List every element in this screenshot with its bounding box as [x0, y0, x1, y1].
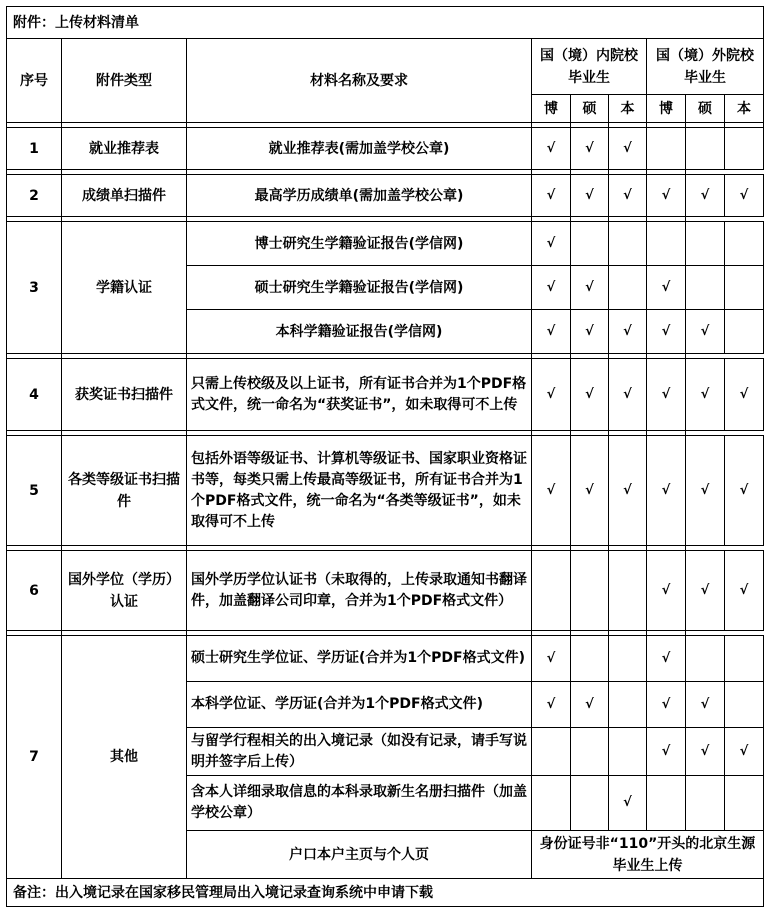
empty-cell: [725, 222, 764, 266]
row-seq: 3: [7, 222, 62, 354]
row-requirement: 与留学行程相关的出入境记录（如没有记录，请手写说明并签字后上传）: [187, 728, 532, 776]
check-mark: √: [571, 266, 609, 310]
row-attachment-type: 国外学位（学历）认证: [62, 551, 187, 631]
empty-cell: [686, 222, 725, 266]
row-seq: 6: [7, 551, 62, 631]
header-domestic-phd: 博: [532, 95, 571, 123]
row-attachment-type: 其他: [62, 636, 187, 879]
table-row: [7, 359, 764, 431]
check-mark: √: [609, 310, 647, 354]
check-mark: √: [609, 776, 647, 831]
check-mark: √: [647, 436, 686, 546]
footnote: 备注：出入境记录在国家移民管理局出入境记录查询系统中申请下载: [7, 879, 764, 907]
table-row: [7, 551, 764, 631]
empty-cell: [725, 682, 764, 728]
empty-cell: [725, 310, 764, 354]
header-foreign-master: 硕: [686, 95, 725, 123]
check-mark: √: [647, 266, 686, 310]
empty-cell: [571, 776, 609, 831]
header-domestic-graduates: 国（境）内院校毕业生: [532, 39, 647, 95]
empty-cell: [571, 551, 609, 631]
check-mark: √: [725, 359, 764, 431]
row-requirement: 国外学历学位认证书（未取得的，上传录取通知书翻译件，加盖翻译公司印章，合并为1个PDF格式文件）: [187, 551, 532, 631]
check-mark: √: [532, 359, 571, 431]
check-mark: √: [571, 359, 609, 431]
table-row: [7, 222, 764, 266]
empty-cell: [609, 551, 647, 631]
empty-cell: [532, 728, 571, 776]
check-mark: √: [532, 175, 571, 217]
check-mark: √: [571, 128, 609, 170]
row-requirement: 硕士研究生学位证、学历证(合并为1个PDF格式文件): [187, 636, 532, 682]
check-mark: √: [725, 551, 764, 631]
empty-cell: [647, 222, 686, 266]
check-mark: √: [647, 551, 686, 631]
empty-cell: [571, 222, 609, 266]
row-requirement: 博士研究生学籍验证报告(学信网): [187, 222, 532, 266]
check-mark: √: [647, 175, 686, 217]
header-attachment-type: 附件类型: [62, 39, 187, 123]
check-mark: √: [532, 266, 571, 310]
row-attachment-type: 各类等级证书扫描件: [62, 436, 187, 546]
table-row: [7, 636, 764, 682]
empty-cell: [609, 636, 647, 682]
hukou-note: 身份证号非“110”开头的北京生源毕业生上传: [532, 831, 764, 879]
row-attachment-type: 获奖证书扫描件: [62, 359, 187, 431]
empty-cell: [725, 128, 764, 170]
row-requirement: 含本人详细录取信息的本科录取新生名册扫描件（加盖学校公章）: [187, 776, 532, 831]
check-mark: √: [686, 359, 725, 431]
row-requirement: 本科学位证、学历证(合并为1个PDF格式文件): [187, 682, 532, 728]
row-attachment-type: 成绩单扫描件: [62, 175, 187, 217]
table-row: [7, 128, 764, 170]
page-title: 附件：上传材料清单: [7, 7, 764, 39]
check-mark: √: [571, 310, 609, 354]
header-requirement: 材料名称及要求: [187, 39, 532, 123]
empty-cell: [609, 266, 647, 310]
check-mark: √: [647, 310, 686, 354]
check-mark: √: [532, 682, 571, 728]
row-seq: 1: [7, 128, 62, 170]
empty-cell: [725, 266, 764, 310]
empty-cell: [609, 222, 647, 266]
row-seq: 4: [7, 359, 62, 431]
check-mark: √: [686, 310, 725, 354]
check-mark: √: [571, 682, 609, 728]
empty-cell: [609, 682, 647, 728]
check-mark: √: [647, 728, 686, 776]
row-requirement: 只需上传校级及以上证书，所有证书合并为1个PDF格式文件，统一命名为“获奖证书”，如未取得可不上传: [187, 359, 532, 431]
row-requirement: 就业推荐表(需加盖学校公章): [187, 128, 532, 170]
empty-cell: [647, 128, 686, 170]
check-mark: √: [686, 682, 725, 728]
header-domestic-master: 硕: [571, 95, 609, 123]
hukou-requirement: 户口本户主页与个人页: [187, 831, 532, 879]
check-mark: √: [686, 551, 725, 631]
check-mark: √: [686, 175, 725, 217]
empty-cell: [609, 728, 647, 776]
check-mark: √: [532, 636, 571, 682]
check-mark: √: [647, 359, 686, 431]
check-mark: √: [686, 436, 725, 546]
header-domestic-bachelor: 本: [609, 95, 647, 123]
row-requirement: 硕士研究生学籍验证报告(学信网): [187, 266, 532, 310]
empty-cell: [686, 128, 725, 170]
empty-cell: [725, 776, 764, 831]
empty-cell: [571, 728, 609, 776]
check-mark: √: [609, 128, 647, 170]
check-mark: √: [647, 682, 686, 728]
row-requirement: 最高学历成绩单(需加盖学校公章): [187, 175, 532, 217]
row-requirement: 包括外语等级证书、计算机等级证书、国家职业资格证书等，每类只需上传最高等级证书，所有证书合并为1个PDF格式文件，统一命名为“各类等级证书”，如未取得可不上传: [187, 436, 532, 546]
check-mark: √: [571, 436, 609, 546]
check-mark: √: [571, 175, 609, 217]
table-row: [7, 436, 764, 546]
check-mark: √: [532, 222, 571, 266]
empty-cell: [571, 636, 609, 682]
check-mark: √: [609, 175, 647, 217]
row-attachment-type: 就业推荐表: [62, 128, 187, 170]
empty-cell: [686, 266, 725, 310]
check-mark: √: [725, 728, 764, 776]
empty-cell: [686, 776, 725, 831]
check-mark: √: [725, 175, 764, 217]
check-mark: √: [609, 359, 647, 431]
row-requirement: 本科学籍验证报告(学信网): [187, 310, 532, 354]
row-seq: 7: [7, 636, 62, 879]
empty-cell: [532, 776, 571, 831]
row-attachment-type: 学籍认证: [62, 222, 187, 354]
check-mark: √: [532, 310, 571, 354]
check-mark: √: [686, 728, 725, 776]
header-seq: 序号: [7, 39, 62, 123]
header-foreign-graduates: 国（境）外院校毕业生: [647, 39, 764, 95]
empty-cell: [686, 636, 725, 682]
check-mark: √: [532, 128, 571, 170]
check-mark: √: [609, 436, 647, 546]
check-mark: √: [647, 636, 686, 682]
check-mark: √: [725, 436, 764, 546]
materials-checklist-table: [6, 6, 764, 907]
empty-cell: [725, 636, 764, 682]
header-foreign-phd: 博: [647, 95, 686, 123]
row-seq: 5: [7, 436, 62, 546]
empty-cell: [647, 776, 686, 831]
header-foreign-bachelor: 本: [725, 95, 764, 123]
row-seq: 2: [7, 175, 62, 217]
empty-cell: [532, 551, 571, 631]
check-mark: √: [532, 436, 571, 546]
table-row: [7, 175, 764, 217]
